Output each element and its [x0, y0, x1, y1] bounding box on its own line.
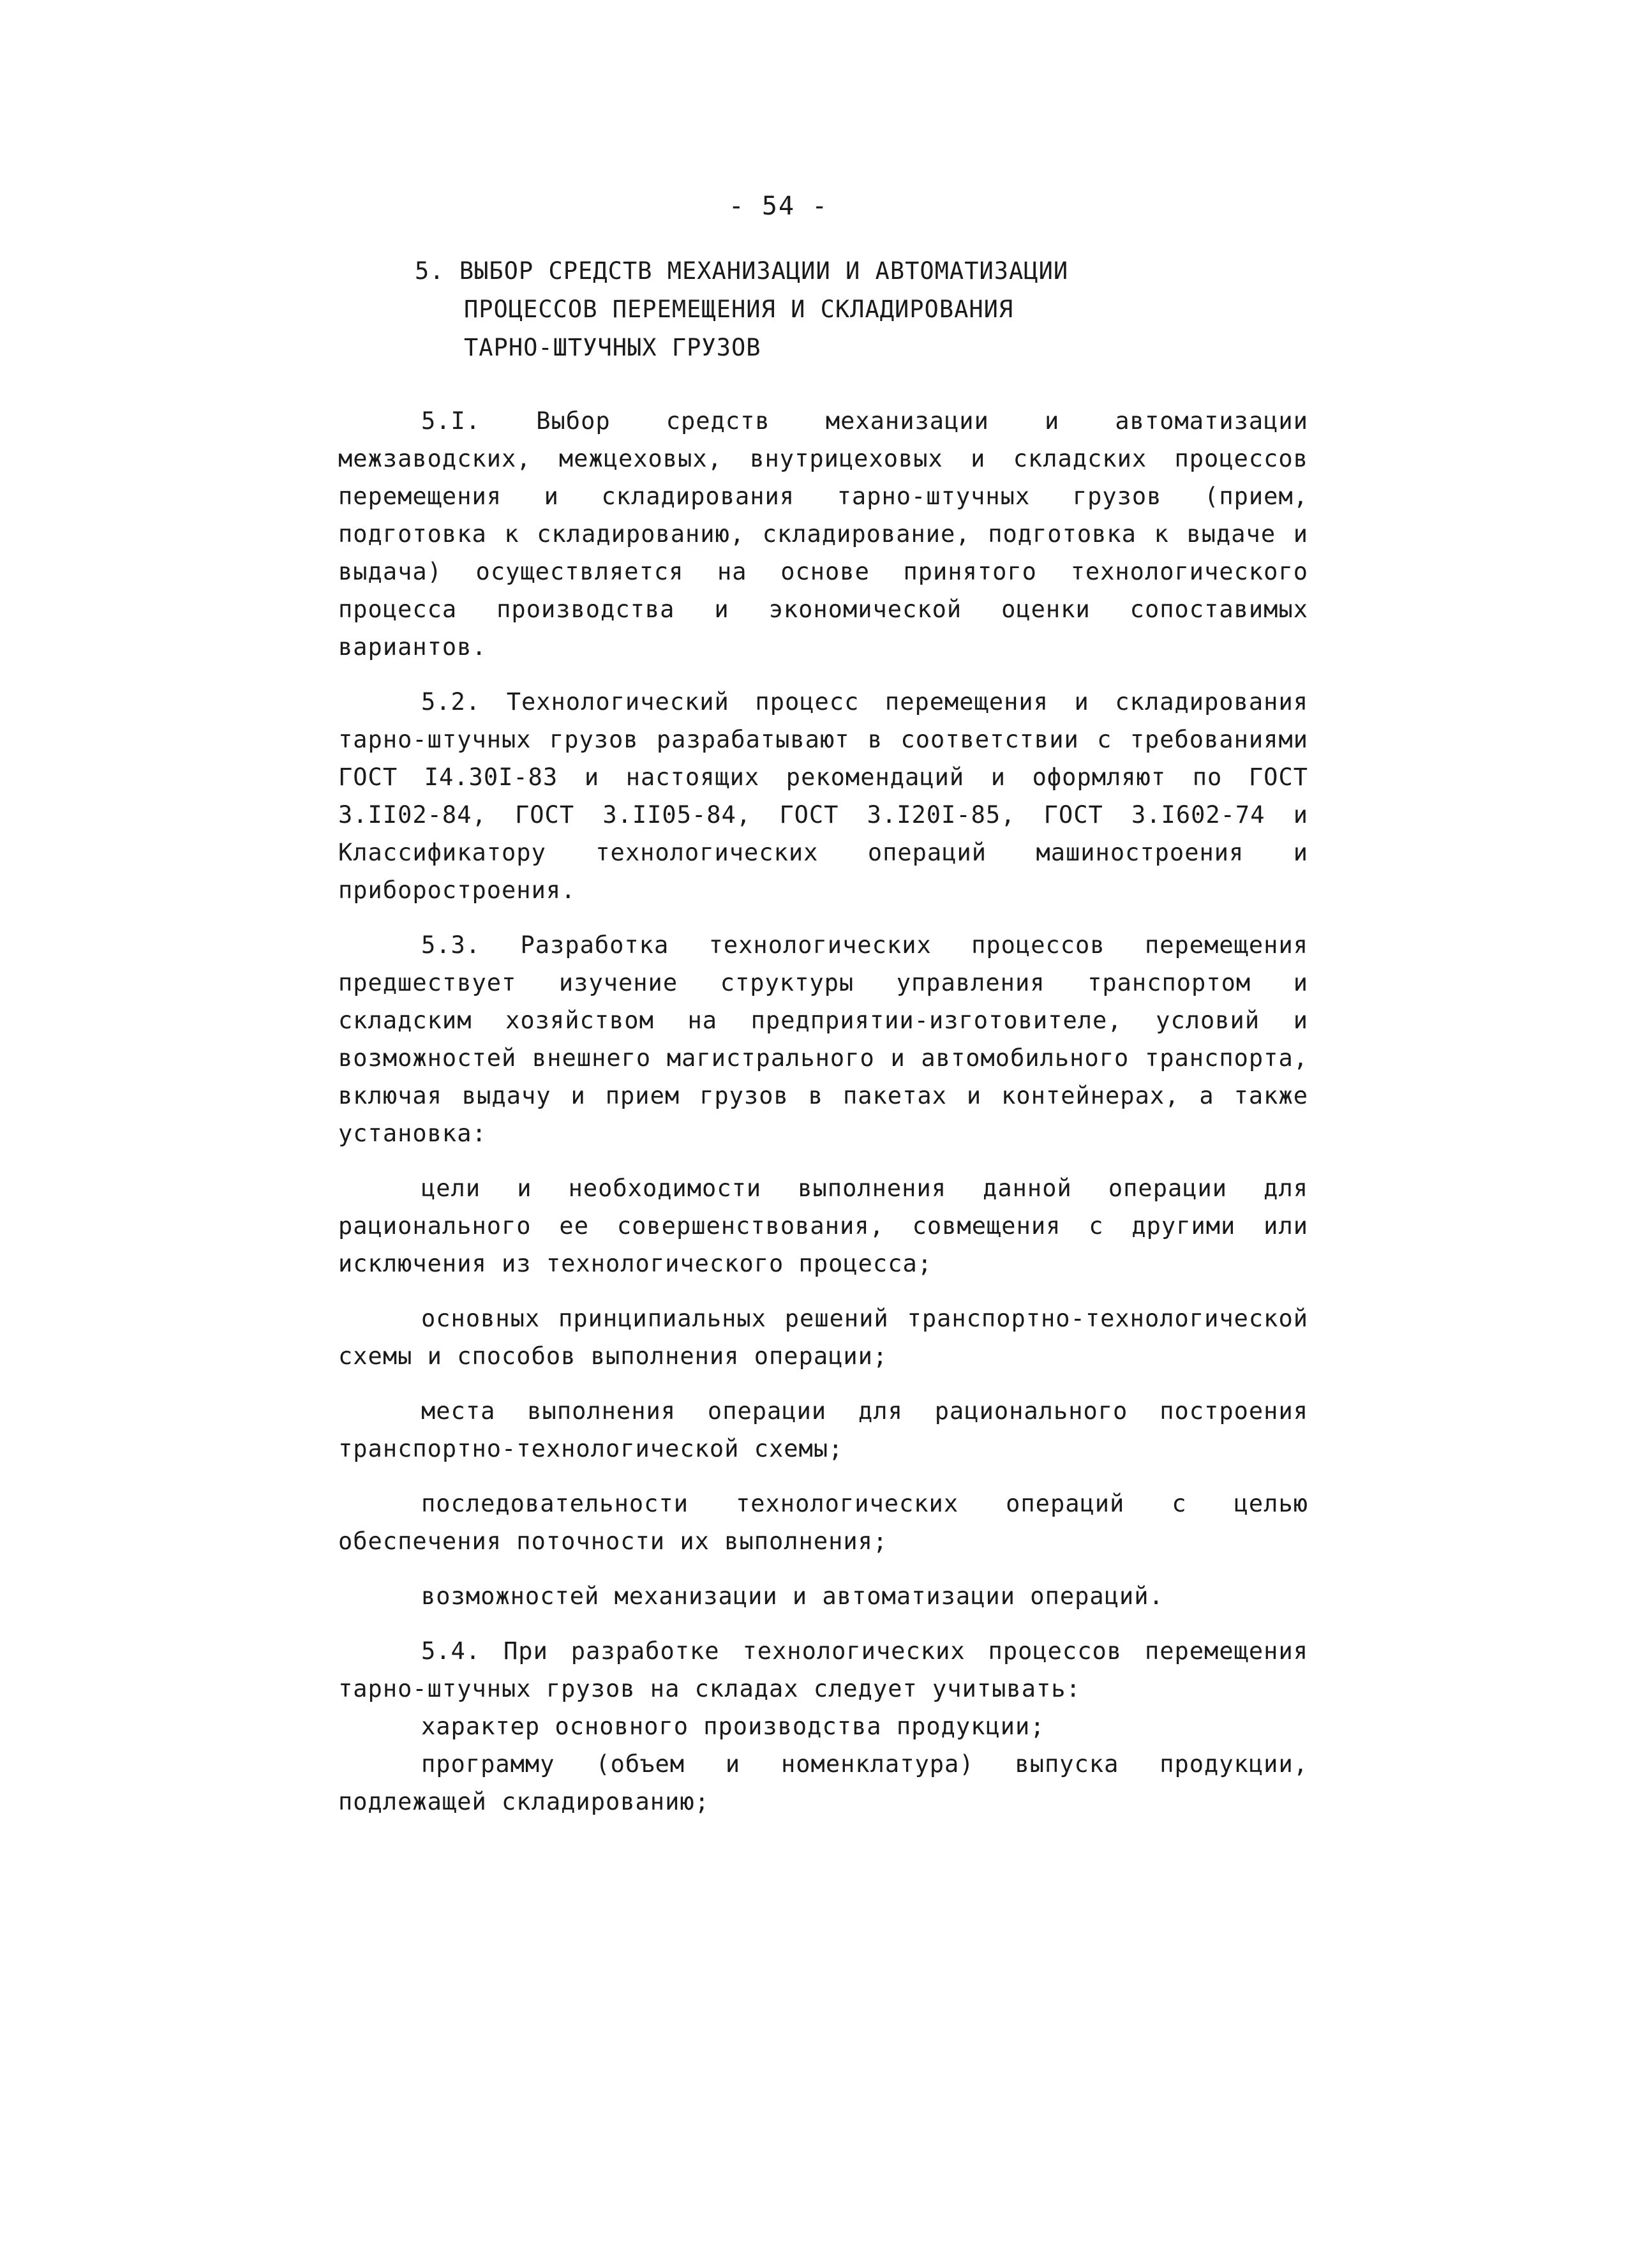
list-item: основных принципиальных решений транспортно-технологической схемы и способов выполнения операции;	[338, 1305, 1308, 1370]
list-item: места выполнения операции для рационального построения транспортно-технологической схемы;	[338, 1397, 1308, 1462]
heading-line-1: 5. ВЫБОР СРЕДСТВ МЕХАНИЗАЦИИ И АВТОМАТИЗАЦИИ	[415, 257, 1069, 285]
heading-line-3: ТАРНО-ШТУЧНЫХ ГРУЗОВ	[464, 334, 761, 361]
paragraph-5-1: 5.I. Выбор средств механизации и автоматизации межзаводских, межцеховых, внутрицеховых и складских процессов перемещения и складирования тарно-штучных грузов (прием, подготовка к складированию, складирование, подготовка к выдаче и выдача) осуществляется на основе принятого технологического процесса производства и экономической оценки сопоставимых вариантов.	[338, 407, 1308, 661]
list-item: характер основного производства продукции;	[421, 1713, 1045, 1740]
list-item: цели и необходимости выполнения данной операции для рационального ее совершенствования, совмещения с другими или исключения из технологического процесса;	[338, 1175, 1308, 1277]
list-item: программу (объем и номенклатура) выпуска продукции, подлежащей складированию;	[338, 1750, 1308, 1815]
page-number: - 54 -	[728, 192, 829, 221]
section-heading	[415, 252, 1181, 367]
paragraph-5-3: 5.3. Разработка технологических процессов перемещения предшествует изучение структуры управления транспортом и складским хозяйством на предприятии-изготовителе, условий и возможностей внешнего магистрального и автомобильного транспорта, включая выдачу и прием грузов в пакетах и контейнерах, а также установка:	[338, 931, 1308, 1147]
paragraph-5-2: 5.2. Технологический процесс перемещения и складирования тарно-штучных грузов разрабатывают в соответствии с требованиями ГОСТ I4.30I-83 и настоящих рекомендаций и оформляют по ГОСТ 3.II02-84, ГОСТ 3.II05-84, ГОСТ 3.I20I-85, ГОСТ 3.I602-74 и Классификатору технологических операций машиностроения и приборостроения.	[338, 688, 1308, 904]
paragraph-5-4: 5.4. При разработке технологических процессов перемещения тарно-штучных грузов на складах следует учитывать:	[338, 1637, 1308, 1702]
heading-line-2: ПРОЦЕССОВ ПЕРЕМЕЩЕНИЯ И СКЛАДИРОВАНИЯ	[464, 296, 1014, 323]
list-item: возможностей механизации и автоматизации операций.	[421, 1582, 1164, 1610]
list-item: последовательности технологических операций с целью обеспечения поточности их выполнения;	[338, 1490, 1308, 1555]
body-text	[338, 402, 1308, 1821]
